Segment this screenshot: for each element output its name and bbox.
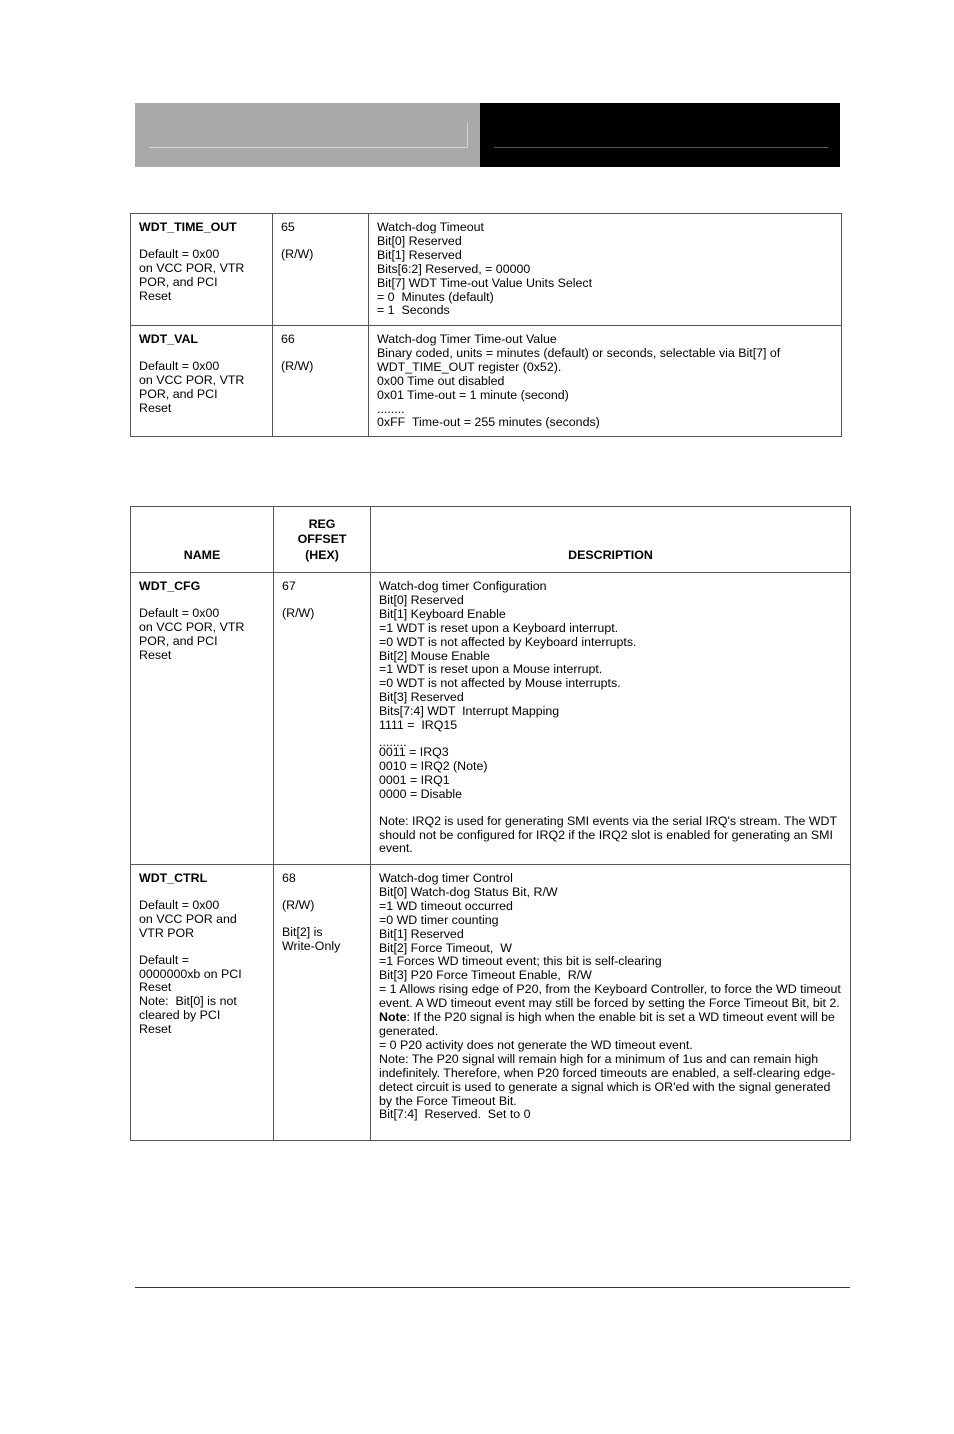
description-line: Bit[1] Reserved xyxy=(377,247,462,262)
register-offset: 68 xyxy=(282,871,296,885)
default-text: POR, and PCI xyxy=(139,633,218,648)
description-note: Note: The P20 signal will remain high for a minimum of 1us and can remain high indefinitely. Therefore, when P20 forced timeouts are enabled, a self-clearing edge-detect circuit is used to generate a signal which is OR'ed with the signal generated by the Force Timeout Bit. xyxy=(379,1051,836,1108)
header-rule-vertical xyxy=(467,123,468,148)
description-line: ........ xyxy=(377,401,405,416)
description-line: WDT_TIME_OUT register (0x52). xyxy=(377,359,562,374)
register-description-cell xyxy=(371,573,851,865)
default-text: Note: Bit[0] is not xyxy=(139,994,237,1009)
description-line: = 0 Minutes (default) xyxy=(377,289,494,304)
description-line: Watch-dog timer Control xyxy=(379,871,513,885)
note-text: : If the P20 signal is high when the enable bit is set a WD timeout event will be generated. xyxy=(379,1010,835,1038)
description-line: 0010 = IRQ2 (Note) xyxy=(379,758,488,773)
description-line: =0 WDT is not affected by Keyboard interrupts. xyxy=(379,634,637,649)
register-access: (R/W) xyxy=(281,358,314,373)
write-only-note: Write-Only xyxy=(282,938,341,953)
default-text: POR, and PCI xyxy=(139,386,218,401)
footer-rule xyxy=(135,1287,850,1288)
register-offset-cell xyxy=(273,326,369,437)
default-text: cleared by PCI xyxy=(139,1008,221,1023)
column-header-offset xyxy=(274,507,371,573)
description-line: =0 WDT is not affected by Mouse interrupts. xyxy=(379,676,621,691)
description-line: Watch-dog Timeout xyxy=(377,220,484,234)
description-line: Bits[7:4] WDT Interrupt Mapping xyxy=(379,704,560,719)
default-text: Default = 0x00 xyxy=(139,897,220,912)
description-line: Bit[7:4] Reserved. Set to 0 xyxy=(379,1107,531,1122)
table-row xyxy=(131,214,842,326)
column-header-description: DESCRIPTION xyxy=(371,507,851,573)
table-row xyxy=(131,865,851,1141)
description-note: Note: IRQ2 is used for generating SMI events via the serial IRQ's stream. The WDT should not be configured for IRQ2 if the IRQ2 slot is enabled for generating an SMI event. xyxy=(379,813,837,856)
table-header-row xyxy=(131,507,851,573)
description-line: 0011 = IRQ3 xyxy=(379,744,449,759)
register-name: WDT_TIME_OUT xyxy=(139,220,237,234)
description-line: =1 Forces WD timeout event; this bit is self-clearing xyxy=(379,954,662,969)
description-line: Bit[0] Reserved xyxy=(379,592,464,607)
description-line: =1 WDT is reset upon a Mouse interrupt. xyxy=(379,662,603,677)
description-line: Watch-dog timer Configuration xyxy=(379,579,547,593)
register-description-cell xyxy=(369,214,842,326)
description-line: = 0 P20 activity does not generate the WD timeout event. xyxy=(379,1037,693,1052)
description-line: =0 WD timer counting xyxy=(379,912,499,927)
write-only-note: Bit[2] is xyxy=(282,924,323,939)
register-access: (R/W) xyxy=(282,605,315,620)
register-name-cell xyxy=(131,214,273,326)
description-line: Bit[2] Force Timeout, W xyxy=(379,940,512,955)
description-line: ........ xyxy=(379,734,407,749)
description-line: Bit[0] Watch-dog Status Bit, R/W xyxy=(379,884,558,899)
register-name-cell xyxy=(131,573,274,865)
register-name-cell xyxy=(131,865,274,1141)
description-line: Watch-dog Timer Time-out Value xyxy=(377,332,557,346)
register-table-1 xyxy=(130,213,842,437)
default-text: 0000000xb on PCI xyxy=(139,966,242,981)
register-offset: 67 xyxy=(282,579,296,593)
description-line: = 1 Seconds xyxy=(377,303,450,318)
register-access: (R/W) xyxy=(281,246,314,261)
header-line: REG xyxy=(308,516,336,531)
table-row xyxy=(131,326,842,437)
register-access: (R/W) xyxy=(282,897,315,912)
default-text: Reset xyxy=(139,400,172,415)
register-offset-cell xyxy=(274,865,371,1141)
default-text: Reset xyxy=(139,1022,172,1037)
default-text: Reset xyxy=(139,288,172,303)
register-description-cell xyxy=(371,865,851,1141)
note-label: Note xyxy=(379,1010,407,1025)
header-rule xyxy=(149,147,468,148)
header-rule xyxy=(494,147,828,148)
header-line: OFFSET xyxy=(297,532,347,546)
description-line: =1 WD timeout occurred xyxy=(379,898,513,913)
register-name: WDT_VAL xyxy=(139,332,198,346)
default-text: Default = xyxy=(139,952,189,967)
description-line: =1 WDT is reset upon a Keyboard interrupt. xyxy=(379,620,619,635)
table-row xyxy=(131,573,851,865)
description-line: Bit[7] WDT Time-out Value Units Select xyxy=(377,275,593,290)
default-text: VTR POR xyxy=(139,925,195,940)
description-line: 0x01 Time-out = 1 minute (second) xyxy=(377,387,569,402)
description-line: 0001 = IRQ1 xyxy=(379,772,450,787)
description-line: Bit[1] Reserved xyxy=(379,926,464,941)
register-offset: 65 xyxy=(281,220,295,234)
register-name-cell xyxy=(131,326,273,437)
description-line: Bit[0] Reserved xyxy=(377,233,462,248)
register-table-2 xyxy=(130,506,851,1141)
register-offset-cell xyxy=(274,573,371,865)
description-line: Bit[1] Keyboard Enable xyxy=(379,606,506,621)
description-line: 1111 = IRQ15 xyxy=(379,718,458,733)
register-name: WDT_CTRL xyxy=(139,871,208,885)
register-name: WDT_CFG xyxy=(139,579,201,593)
register-description-cell xyxy=(369,326,842,437)
register-offset: 66 xyxy=(281,332,295,346)
description-line: Binary coded, units = minutes (default) or seconds, selectable via Bit[7] of xyxy=(377,345,781,360)
description-line: 0x00 Time out disabled xyxy=(377,373,505,388)
default-text: Reset xyxy=(139,647,172,662)
header-line: (HEX) xyxy=(305,547,339,562)
default-text: on VCC POR, VTR xyxy=(139,619,245,634)
register-offset-cell xyxy=(273,214,369,326)
description-line: Bit[3] Reserved xyxy=(379,690,464,705)
default-text: POR, and PCI xyxy=(139,274,218,289)
spacer xyxy=(139,941,265,954)
description-line: Bits[6:2] Reserved, = 00000 xyxy=(377,261,531,276)
default-text: Reset xyxy=(139,980,172,995)
default-text: Default = 0x00 xyxy=(139,358,220,373)
description-line: Bit[3] P20 Force Timeout Enable, R/W xyxy=(379,968,592,983)
description-line: 0000 = Disable xyxy=(379,786,463,801)
description-paragraph: = 1 Allows rising edge of P20, from the Keyboard Controller, to force the WD timeout event. A WD timeout event may still be forced by setting the Force Timeout Bit, bit 2. xyxy=(379,982,841,1011)
header-banner-right xyxy=(480,103,840,167)
default-text: on VCC POR, VTR xyxy=(139,372,245,387)
default-text: on VCC POR, VTR xyxy=(139,260,245,275)
column-header-name: NAME xyxy=(131,507,274,573)
description-note xyxy=(379,1011,842,1039)
default-text: Default = 0x00 xyxy=(139,605,220,620)
spacer xyxy=(379,802,842,815)
default-text: Default = 0x00 xyxy=(139,246,220,261)
default-text: on VCC POR and xyxy=(139,911,237,926)
description-line: 0xFF Time-out = 255 minutes (seconds) xyxy=(377,415,600,430)
header-banner-left xyxy=(135,103,480,167)
description-line: Bit[2] Mouse Enable xyxy=(379,648,490,663)
